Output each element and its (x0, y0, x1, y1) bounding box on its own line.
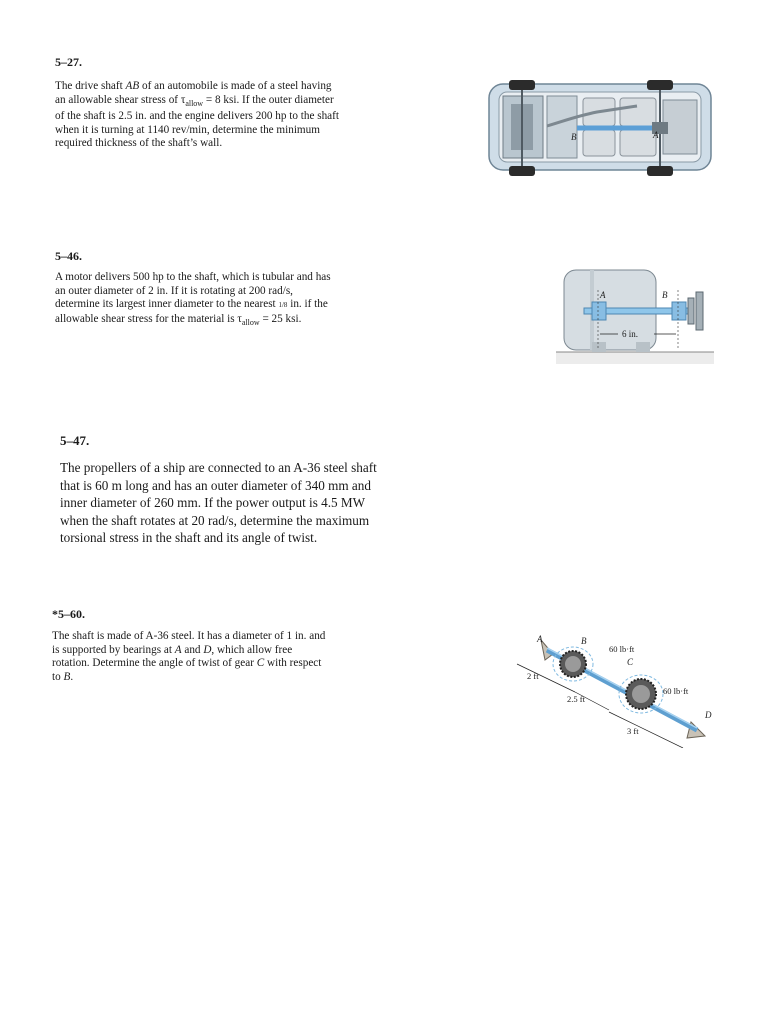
problem-number: *5–60. (52, 607, 85, 621)
length-label: 2.5 ft (567, 694, 585, 704)
point-c-label: C (627, 657, 634, 667)
problem-text (52, 630, 354, 684)
text-line: an allowable shear stress of $\tau_{allow} = 8$ ksi. If the outer diameter (55, 93, 334, 108)
text-line: allowable shear stress for the material is $\tau_{allow} = 25$ ksi. (55, 312, 302, 327)
problem-number: 5–47. (60, 433, 90, 448)
motor-shaft-figure (556, 268, 714, 364)
length-label: 2 ft (527, 671, 539, 681)
torque-label: 60 lb·ft (609, 644, 635, 654)
text-line: to B. (52, 670, 74, 683)
point-b-label: B (581, 636, 587, 646)
problem-text (60, 459, 410, 547)
text-line: an outer diameter of 2 in. If it is rotating at 200 rad/s, (55, 284, 293, 297)
point-b-label: B (662, 290, 668, 300)
text-line: when it is turning at 1140 rev/min, determine the minimum (55, 123, 320, 136)
text-line: inner diameter of 260 mm. If the power output is 4.5 MW (60, 495, 366, 511)
text-line: determine its largest inner diameter to the nearest 1/8 in. if the (55, 298, 328, 311)
problem-text (55, 80, 357, 151)
text-line: rotation. Determine the angle of twist of gear C with respect (52, 657, 322, 670)
problem-text (55, 271, 357, 329)
length-label: 6 in. (622, 329, 639, 339)
text-line: of the shaft is 2.5 in. and the engine delivers 200 hp to the shaft (55, 110, 339, 123)
text-line: torsional stress in the shaft and its angle of twist. (60, 530, 318, 546)
problem-number: 5–27. (55, 55, 82, 69)
text-line: that is 60 m long and has an outer diameter of 340 mm and (60, 477, 371, 493)
text-line: is supported by bearings at A and D, which allow free (52, 643, 293, 656)
point-a-label: A (600, 290, 606, 300)
text-line: The propellers of a ship are connected to an A-36 steel shaft (60, 460, 377, 475)
point-d-label: D (705, 710, 712, 720)
text-line: required thickness of the shaft’s wall. (55, 137, 223, 150)
gear-b-icon (553, 647, 593, 681)
point-a-label: A (653, 130, 659, 140)
problem-number: 5–46. (55, 249, 82, 263)
point-a-label: A (537, 634, 543, 644)
text-line: The drive shaft AB of an automobile is made of a steel having (55, 80, 332, 92)
text-line: The shaft is made of A-36 steel. It has a diameter of 1 in. and (52, 630, 326, 642)
text-line: when the shaft rotates at 20 rad/s, determine the maximum (60, 512, 370, 528)
gear-shaft-figure (505, 630, 720, 748)
gear-c-icon (619, 675, 663, 713)
torque-label: 60 lb·ft (663, 686, 689, 696)
text-line: A motor delivers 500 hp to the shaft, which is tubular and has (55, 271, 331, 283)
car-driveshaft-figure (487, 80, 715, 178)
point-b-label: B (571, 132, 577, 142)
length-label: 3 ft (627, 726, 639, 736)
